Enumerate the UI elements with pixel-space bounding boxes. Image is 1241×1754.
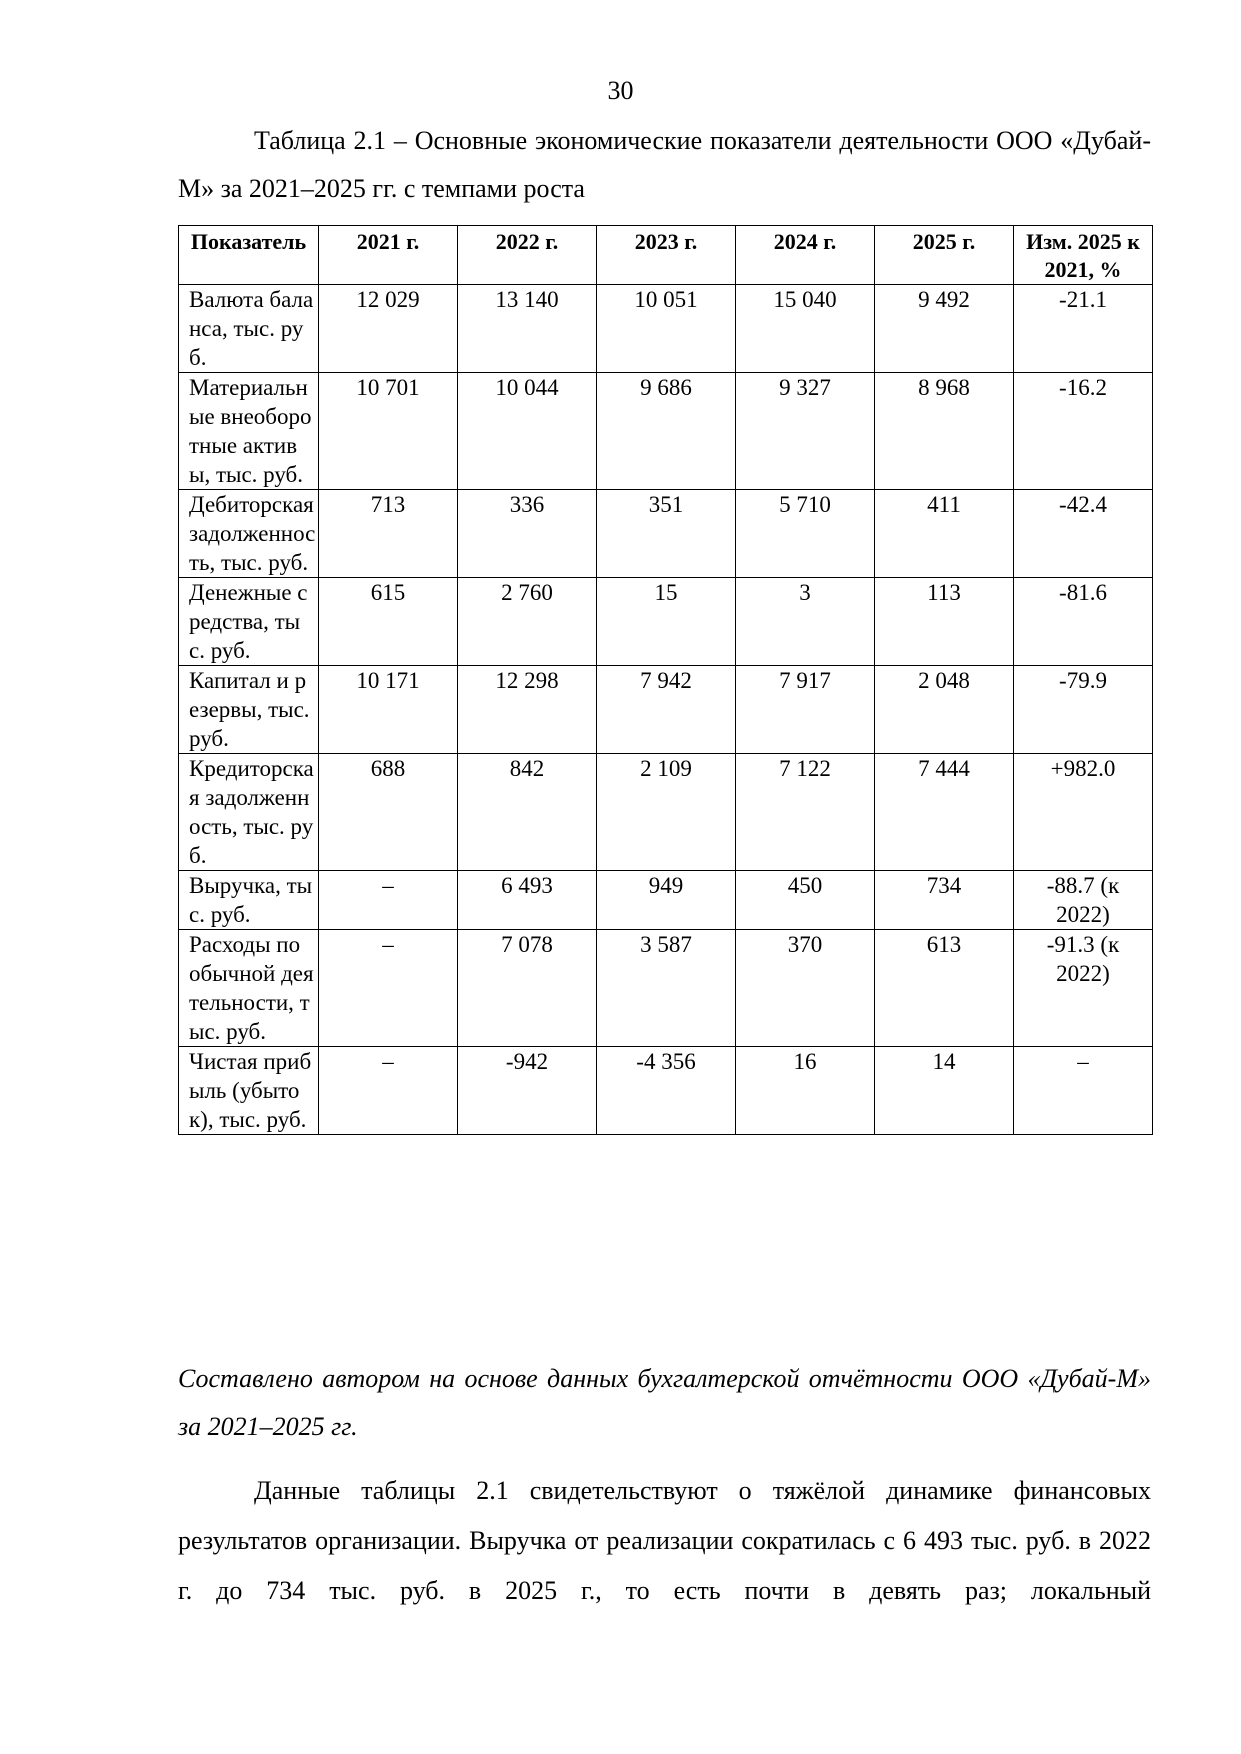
header-2021: 2021 г. [319, 226, 458, 285]
table-cell: 9 686 [597, 373, 736, 490]
table-cell: 613 [875, 930, 1014, 1047]
table-cell: 5 710 [736, 490, 875, 578]
table-row [179, 578, 1153, 666]
table-cell: -81.6 [1014, 578, 1153, 666]
header-2024: 2024 г. [736, 226, 875, 285]
table-caption: Таблица 2.1 – Основные экономические показатели деятельности ООО «Дубай-М» за 2021–2025 гг. с темпами роста [178, 126, 1151, 203]
table-cell: – [319, 871, 458, 930]
table-cell: 8 968 [875, 373, 1014, 490]
table-cell: 370 [736, 930, 875, 1047]
row-label: Чистая прибыль (убыток), тыс. руб. [179, 1047, 319, 1135]
economic-indicators-table [178, 225, 1153, 1135]
table-cell: 2 109 [597, 754, 736, 871]
table-row [179, 490, 1153, 578]
row-label: Расходы по обычной деятельности, тыс. руб. [179, 930, 319, 1047]
table-cell: 949 [597, 871, 736, 930]
table-cell: – [319, 930, 458, 1047]
table-cell: 113 [875, 578, 1014, 666]
row-label: Материальные внеоборотные активы, тыс. руб. [179, 373, 319, 490]
table-cell: 9 327 [736, 373, 875, 490]
source-note: Составлено автором на основе данных бухгалтерской отчётности ООО «Дубай-М» за 2021–2025 гг. [178, 1364, 1151, 1441]
body-paragraph: Данные таблицы 2.1 свидетельствуют о тяжёлой динамике финансовых результатов организации. Выручка от реализации сократилась с 6 493 тыс. руб. в 2022 г. до 734 тыс. руб. в 2025 г., то есть почти в девять раз; локальный [178, 1476, 1151, 1605]
table-cell: 10 044 [458, 373, 597, 490]
row-label: Кредиторская задолженность, тыс. руб. [179, 754, 319, 871]
table-cell: 9 492 [875, 285, 1014, 373]
table-row [179, 930, 1153, 1047]
table-cell: 842 [458, 754, 597, 871]
table-row [179, 871, 1153, 930]
table-cell: -4 356 [597, 1047, 736, 1135]
table-cell: 713 [319, 490, 458, 578]
table-row [179, 1047, 1153, 1135]
header-change: Изм. 2025 к 2021, % [1014, 226, 1153, 285]
row-label: Капитал и резервы, тыс. руб. [179, 666, 319, 754]
table-cell: -91.3 (к 2022) [1014, 930, 1153, 1047]
table-cell: -16.2 [1014, 373, 1153, 490]
page-number: 30 [607, 76, 634, 105]
table-row [179, 285, 1153, 373]
table-cell: 16 [736, 1047, 875, 1135]
header-2023: 2023 г. [597, 226, 736, 285]
table-cell: 734 [875, 871, 1014, 930]
table-cell: -21.1 [1014, 285, 1153, 373]
table-cell: 3 587 [597, 930, 736, 1047]
table-cell: 2 048 [875, 666, 1014, 754]
header-2025: 2025 г. [875, 226, 1014, 285]
table-cell: 450 [736, 871, 875, 930]
table-cell: 7 444 [875, 754, 1014, 871]
table-cell: 12 029 [319, 285, 458, 373]
table-cell: 12 298 [458, 666, 597, 754]
table-cell: 14 [875, 1047, 1014, 1135]
table-cell: +982.0 [1014, 754, 1153, 871]
row-label: Денежные средства, тыс. руб. [179, 578, 319, 666]
table-cell: 7 122 [736, 754, 875, 871]
table-cell: 7 942 [597, 666, 736, 754]
table-cell: 7 917 [736, 666, 875, 754]
table-cell: – [1014, 1047, 1153, 1135]
table-cell: 10 051 [597, 285, 736, 373]
header-indicator: Показатель [179, 226, 319, 285]
table-cell: 411 [875, 490, 1014, 578]
row-label: Дебиторская задолженность, тыс. руб. [179, 490, 319, 578]
table-cell: 10 171 [319, 666, 458, 754]
table-cell: 15 [597, 578, 736, 666]
table-cell: -79.9 [1014, 666, 1153, 754]
table-cell: 15 040 [736, 285, 875, 373]
table-cell: – [319, 1047, 458, 1135]
table-cell: -42.4 [1014, 490, 1153, 578]
table-row [179, 666, 1153, 754]
table-cell: 336 [458, 490, 597, 578]
table-cell: 3 [736, 578, 875, 666]
row-label: Выручка, тыс. руб. [179, 871, 319, 930]
table-cell: -942 [458, 1047, 597, 1135]
table-cell: 10 701 [319, 373, 458, 490]
table-row [179, 373, 1153, 490]
table-row [179, 754, 1153, 871]
header-2022: 2022 г. [458, 226, 597, 285]
table-cell: 7 078 [458, 930, 597, 1047]
table-cell: -88.7 (к 2022) [1014, 871, 1153, 930]
table-cell: 351 [597, 490, 736, 578]
table-cell: 6 493 [458, 871, 597, 930]
table-cell: 688 [319, 754, 458, 871]
table-header-row [179, 226, 1153, 285]
row-label: Валюта баланса, тыс. руб. [179, 285, 319, 373]
table-cell: 2 760 [458, 578, 597, 666]
table-cell: 615 [319, 578, 458, 666]
table-cell: 13 140 [458, 285, 597, 373]
